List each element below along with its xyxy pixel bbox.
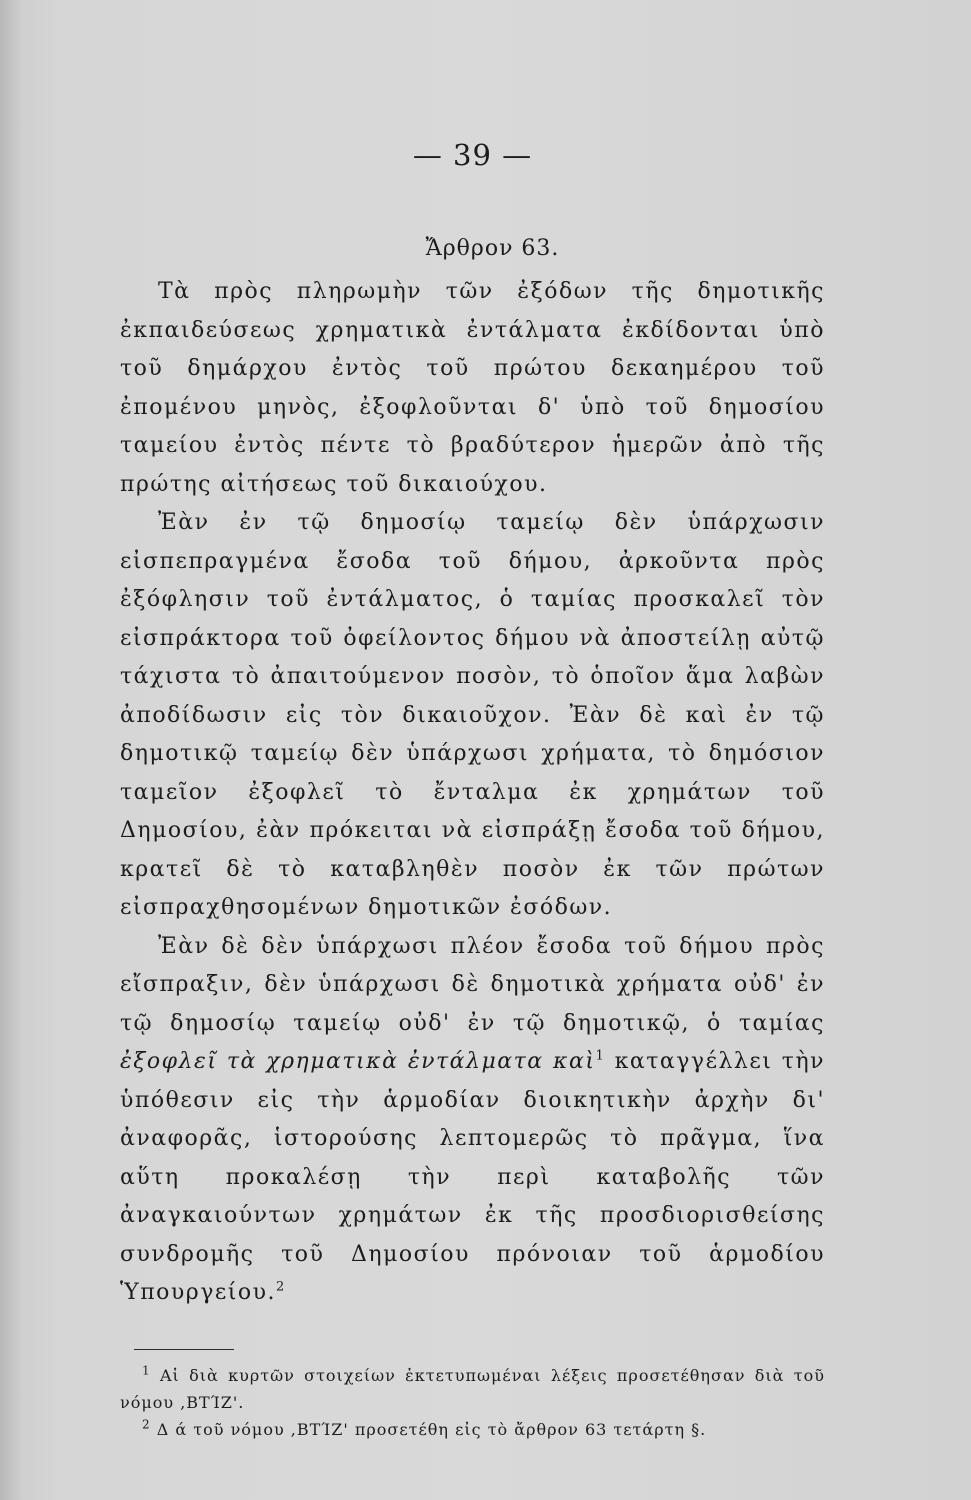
footnote-ref-2[interactable]: 2	[276, 1279, 286, 1295]
paragraph-3-text-after: καταγγέλλει τὴν ὑπόθεσιν εἰς τὴν ἁρμοδίαν διοικητικὴν ἀρχὴν δι' ἀναφορᾶς, ἱστορούσης λεπτομερῶς τὸ πρᾶγμα, ἵνα αὕτη προκαλέσῃ τὴν περὶ καταβολῆς τῶν ἀναγκαιούντων χρημάτων ἐκ τῆς προσδιορισθείσης συνδρομῆς τοῦ Δημοσίου πρόνοιαν τοῦ ἁρμοδίου Ὑπουργείου.	[120, 1049, 825, 1305]
footnote-1-mark: 1	[142, 1363, 151, 1378]
footnote-2	[120, 1416, 825, 1443]
footnote-1-text: Αἱ διὰ κυρτῶν στοιχείων ἐκτετυπωμέναι λέξεις προσετέθησαν διὰ τοῦ νόμου ,ΒΤΊΖ'.	[120, 1365, 825, 1412]
footnote-2-text: Δ ά τοῦ νόμου ,ΒΤΊΖ' προσετέθη εἰς τὸ ἄρθρον 63 τετάρτη §.	[156, 1419, 707, 1439]
paragraph-3-italic-insertion: ἐξοφλεῖ τὰ χρηματικὰ ἐντάλματα καὶ	[120, 1049, 596, 1074]
paragraph-1: Τὰ πρὸς πληρωμὴν τῶν ἐξόδων τῆς δημοτικῆς ἐκπαιδεύσεως χρηματικὰ ἐντάλματα ἐκδίδονται ὑπὸ τοῦ δημάρχου ἐντὸς τοῦ πρώτου δεκαημέρου τοῦ ἐπομένου μηνὸς, ἐξοφλοῦνται δ' ὑπὸ τοῦ δημοσίου ταμείου ἐντὸς πέντε τὸ βραδύτερον ἡμερῶν ἀπὸ τῆς πρώτης αἰτήσεως τοῦ δικαιούχου.	[120, 279, 825, 497]
article-heading: Ἄρθρον 63.	[425, 236, 560, 261]
paragraph-2: Ἐὰν ἐν τῷ δημοσίῳ ταμείῳ δὲν ὑπάρχωσιν εἰσπεπραγμένα ἔσοδα τοῦ δήμου, ἀρκοῦντα πρὸς ἐξόφλησιν τοῦ ἐντάλματος, ὁ ταμίας προσκαλεῖ τὸν εἰσπράκτορα τοῦ ὀφείλοντος δήμου νὰ ἀποστείλῃ αὐτῷ τάχιστα τὸ ἀπαιτούμενον ποσὸν, τὸ ὁποῖον ἅμα λαβὼν ἀποδίδωσιν εἰς τὸν δικαιοῦχον. Ἐὰν δὲ καὶ ἐν τῷ δημοτικῷ ταμείῳ δὲν ὑπάρχωσι χρήματα, τὸ δημόσιον ταμεῖον ἐξοφλεῖ τὸ ἔνταλμα ἐκ χρημάτων τοῦ Δημοσίου, ἐὰν πρόκειται νὰ εἰσπράξῃ ἔσοδα τοῦ δήμου, κρατεῖ δὲ τὸ καταβληθὲν ποσὸν ἐκ τῶν πρώτων εἰσπραχθησομένων δημοτικῶν ἐσόδων.	[120, 510, 825, 920]
paragraph-3	[120, 928, 825, 1313]
footnote-ref-1[interactable]: 1	[595, 1048, 606, 1064]
footnote-divider	[134, 1349, 234, 1350]
footnote-2-mark: 2	[142, 1417, 151, 1432]
page-number: — 39 —	[412, 138, 533, 172]
paragraph-3-text-before: Ἐὰν δὲ δὲν ὑπάρχωσι πλέον ἔσοδα τοῦ δήμου πρὸς εἴσπραξιν, δὲν ὑπάρχωσι δὲ δημοτικὰ χρήματα οὐδ' ἐν τῷ δημοσίῳ ταμείῳ οὐδ' ἐν τῷ δημοτικῷ, ὁ ταμίας	[120, 933, 825, 1036]
footnote-1	[120, 1362, 825, 1416]
